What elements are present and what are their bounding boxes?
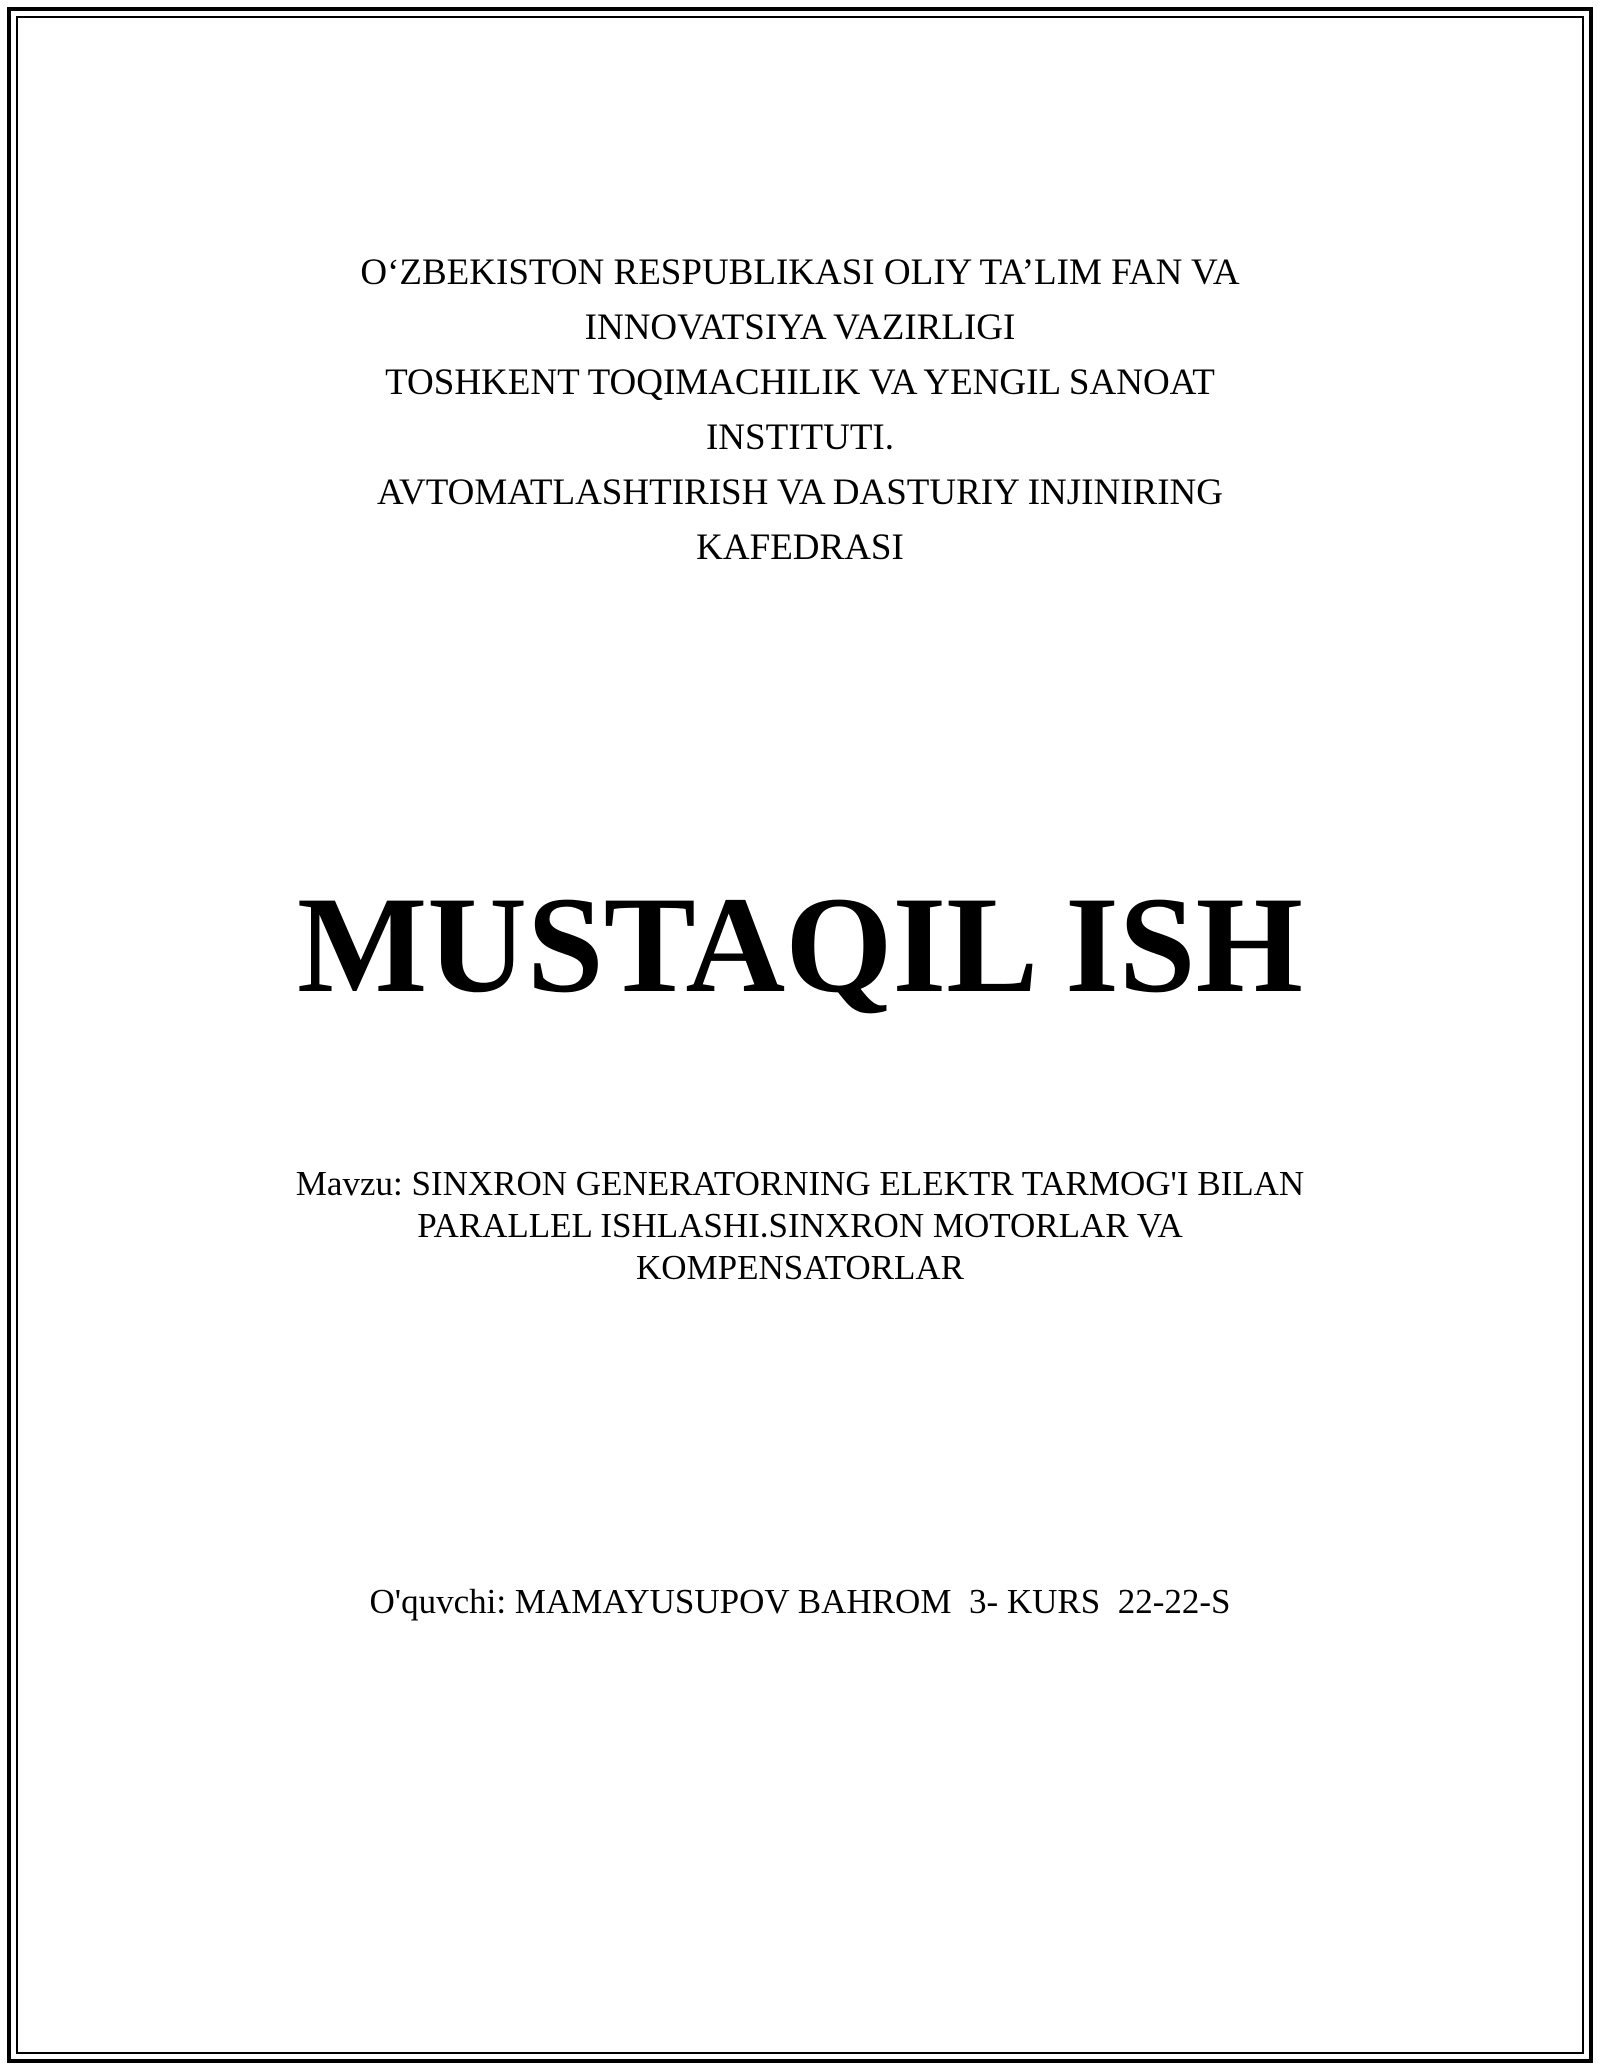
header-line: AVTOMATLASHTIRISH VA DASTURIY INJINIRING	[377, 472, 1223, 513]
header-line: KAFEDRASI	[696, 527, 904, 568]
header-line: TOSHKENT TOQIMACHILIK VA YENGIL SANOAT	[385, 362, 1215, 403]
header-line: INSTITUTI.	[705, 417, 895, 458]
topic	[200, 1163, 1400, 1289]
topic-line: PARALLEL ISHLASHI.SINXRON MOTORLAR VA	[417, 1206, 1183, 1245]
header-line: O‘ZBEKISTON RESPUBLIKASI OLIY TA’LIM FAN VA	[360, 252, 1240, 293]
institution-header	[200, 245, 1400, 575]
topic-line: Mavzu: SINXRON GENERATORNING ELEKTR TARMOG'I BILAN	[295, 1164, 1305, 1203]
student-info: O'quvchi: MAMAYUSUPOV BAHROM 3- KURS 22-22-S	[369, 1582, 1231, 1621]
topic-line: KOMPENSATORLAR	[635, 1248, 965, 1287]
header-line: INNOVATSIYA VAZIRLIGI	[584, 307, 1016, 348]
document-title: MUSTAQIL ISH	[297, 868, 1303, 1021]
